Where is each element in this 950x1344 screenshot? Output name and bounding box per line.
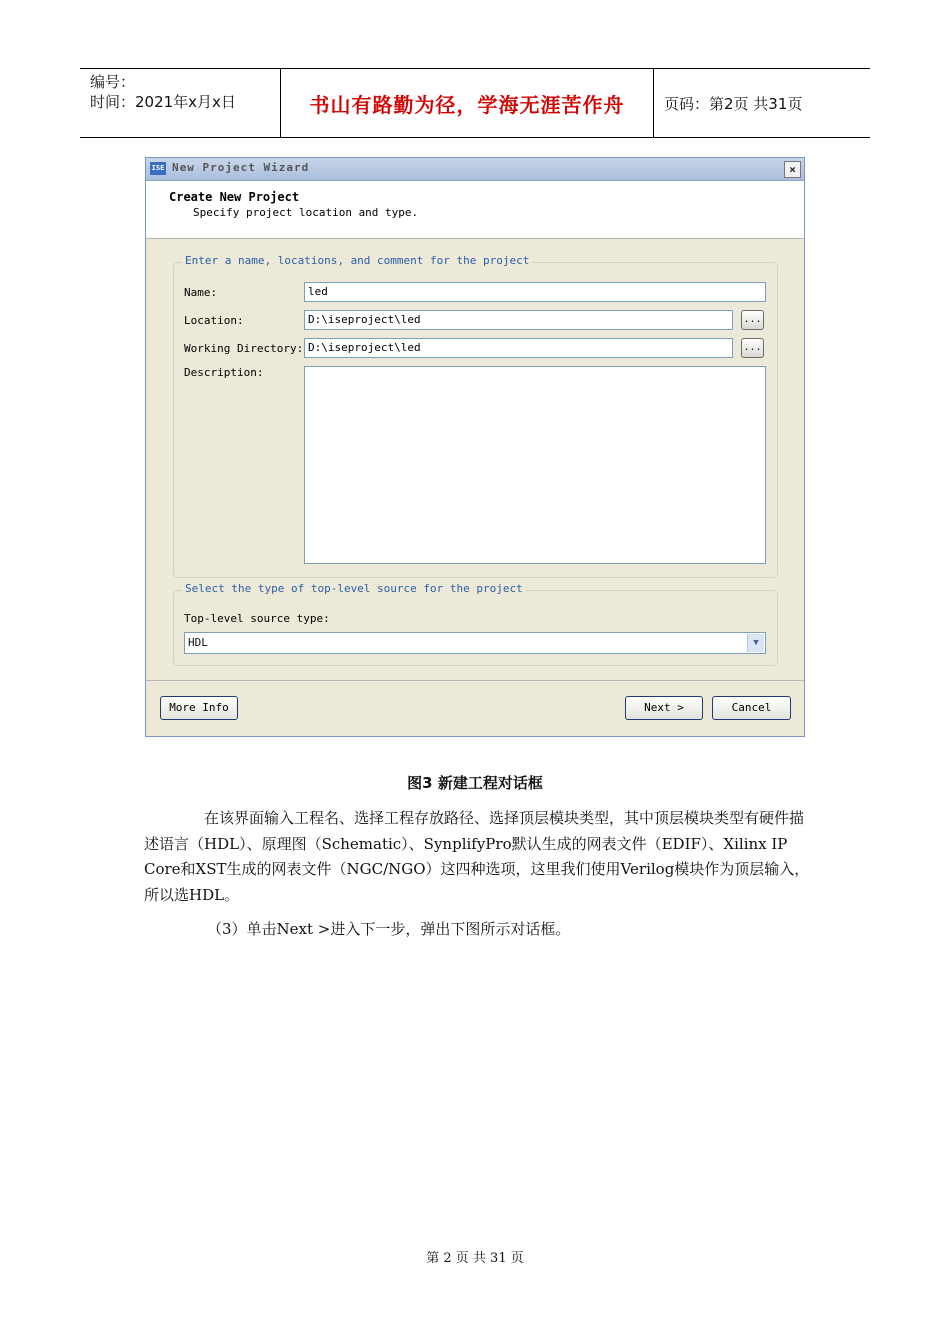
dialog-title: New Project Wizard <box>172 161 310 174</box>
dialog-titlebar[interactable] <box>146 158 804 181</box>
header-motto-cell <box>281 69 654 137</box>
body-paragraph-2: （3）单击Next >进入下一步，弹出下图所示对话框。 <box>207 920 571 938</box>
cancel-button[interactable]: Cancel <box>712 696 791 720</box>
toplevel-select[interactable] <box>184 632 766 654</box>
next-button[interactable]: Next > <box>625 696 703 720</box>
toplevel-value: HDL <box>188 636 208 649</box>
more-info-button[interactable]: More Info <box>160 696 238 720</box>
toplevel-label: Top-level source type: <box>184 612 330 625</box>
app-icon: ISE <box>150 162 166 175</box>
description-label: Description: <box>184 366 264 379</box>
source-type-group <box>173 582 778 666</box>
footer-separator <box>146 680 804 681</box>
group2-legend: Select the type of top-level source for the project <box>182 582 526 595</box>
body-paragraph-1: 在该界面输入工程名、选择工程存放路径、选择顶层模块类型，其中顶层模块类型有硬件描述语言（HDL）、原理图（Schematic）、SynplifyPro默认生成的网表文件（EDIF）、Xilinx IP Core和XST生成的网表文件（NGC/NGO）这四种选项，这里我们使用Verilog模块作为顶层输入，所以选HDL。 <box>144 809 810 904</box>
workdir-label: Working Directory: <box>184 342 304 355</box>
location-browse-button[interactable]: ... <box>741 310 764 330</box>
page-label: 页码：第2页 共31页 <box>664 94 803 113</box>
workdir-browse-button[interactable]: ... <box>741 338 764 358</box>
location-field[interactable]: D:\iseproject\led <box>304 310 733 330</box>
header-page-cell <box>654 69 870 137</box>
banner-title: Create New Project <box>169 190 300 204</box>
motto: 书山有路勤为径，学海无涯苦作舟 <box>309 92 625 117</box>
figure-caption: 图3 新建工程对话框 <box>407 774 543 792</box>
group1-legend: Enter a name, locations, and comment for the project <box>182 254 532 267</box>
page-footer: 第 2 页 共 31 页 <box>426 1251 524 1266</box>
name-field[interactable]: led <box>304 282 766 302</box>
description-textarea[interactable] <box>304 366 766 564</box>
chevron-down-icon[interactable]: ▼ <box>747 634 764 652</box>
banner-subtitle: Specify project location and type. <box>193 206 419 219</box>
close-button[interactable]: × <box>784 161 801 178</box>
new-project-wizard-dialog <box>145 157 805 737</box>
workdir-field[interactable]: D:\iseproject\led <box>304 338 733 358</box>
page-header <box>80 68 870 138</box>
number-label: 编号： <box>90 73 136 91</box>
location-label: Location: <box>184 314 244 327</box>
wizard-banner <box>146 181 804 239</box>
name-label: Name: <box>184 286 218 299</box>
date-label: 时间：2021年x月x日 <box>90 93 236 111</box>
header-info-cell <box>80 69 281 137</box>
